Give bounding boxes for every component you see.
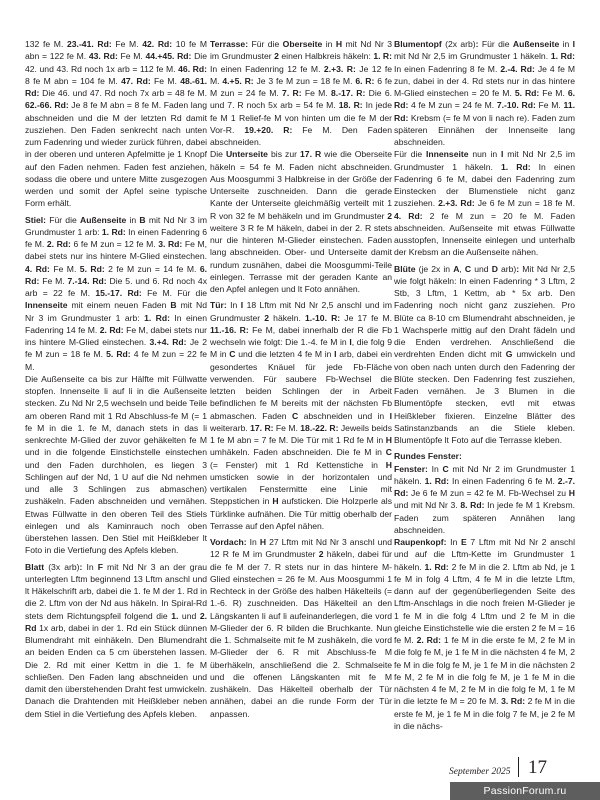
- text-column-left: [25, 38, 207, 720]
- paragraph: Die Unterseite bis zur 17. R wie die Oberseite häkeln = 54 fe M. Faden nicht abschneiden. Aus Moosgummi 3 Halbkreise in der Größe der Unterseite zuschneiden. Dann die gerade Kante der Unterseite gleichmäßig verteilt mit 1 R von 32 fe M behäkeln und im Grundmuster 2 weitere 3 R fe M häkeln, dabei in der 2. R stets nur die hinteren M-Glieder einstechen. Faden lang abschneiden. Ober- und Unterseite damit rundum zusnähen, dabei die Moosgummi-Teile einlegen. Terrasse mit der geraden Kante an den Apfel anlegen und lt Foto annähen.: [210, 149, 392, 294]
- paragraph: Stiel: Für die Außenseite in B mit Nd Nr 3 im Grundmuster 1 arb: 1. Rd: In einen Fadenring 6 fe M. 2. Rd: 6 fe M zun = 12 fe M. 3. Rd: Fe M, dabei stets nur ins hintere M-Glied einstechen. 4. Rd: Fe M. 5. Rd: 2 fe M zun = 14 fe M. 6. Rd: Fe M. 7.-14. Rd: Die 5. und 6. Rd noch 4x arb = 22 fe M. 15.-17. Rd: Fe M. Für die Innenseite mit einem neuen Faden B mit Nd Nr 3 im Grundmuster 1 arb: 1. Rd: In einen Fadenring 14 fe M. 2. Rd: Fe M, dabei stets nur ins hintere M-Glied einstechen. 3.+4. Rd: Je 2 fe M zun = 18 fe M. 5. Rd: 4 fe M zun = 22 fe M.: [25, 214, 208, 372]
- paragraph: Vordach: In H 27 Lftm mit Nd Nr 3 anschl und 12 R fe M im Grundmuster 2 häkeln, dabei für die fe M der 7. R stets nur in das hintere M-Glied einstechen = 26 fe M. Aus Moosgummi 1 Rechteck in der Größe des halben Häkelteils (= 1.-6. R) zuschneiden. Das Häkelteil an den Längskanten li auf li aufeinanderlegen, die vord M-Glieder der 6. R bilden die Bruchkante. Nun die 1. Schmalseite mit fe M zushäkeln, die vord M-Glieder der 6. R mit Abschluss-fe M überhäkeln, anschließend die 2. Schmalseite und die offenen Längskanten mit fe M zushäkeln. Das Häkelteil oberhalb der Tür annähen, dabei an die runde Form der Tür anpassen.: [210, 537, 392, 719]
- paragraph: Die Außenseite ca bis zur Hälfte mit Füllwatte stopfen. Innenseite li auf li in die Außenseite stecken. Zu Nd Nr 2,5 wechseln und beide Teile am oberen Rand mit 1 Rd Abschluss-fe M (= 1 fe M in die 1. fe M, danach stets in das li senkrechte M-Glied der zuvor gehäkelten fe M und in die folgende Einstichstelle einstechen und den Faden durchholen, es liegen 3 Schlingen auf der Nd, 1 U auf die Nd nehmen und alle 3 Schlingen zus abmaschen) zushäkeln. Faden abschneiden und vernähen. Etwas Füllwatte in den oberen Teil des Stiels einlegen und als Kaminrauch noch oben überstehen lassen. Den Stiel mit Heißkleber lt Foto in die Vertiefung des Apfels kleben.: [25, 373, 207, 556]
- paragraph: Blatt (3x arb): In F mit Nd Nr 3 an der grau unterlegten Lftm beginnend 13 Lftm anschl und lt Häkelschrift arb, dabei die 1. fe M der 1. Rd in die 2. Lftm von der Nd aus häkeln. In Spiral-Rd stets dem Richtungspfeil folgend die 1. und 2. Rd 1x arb, dabei in der 1. Rd ein Stück dünnen Blumendraht mit einhäkeln. Den Blumendraht an beiden Enden ca 5 cm überstehen lassen. Die 2. Rd mit einer Kettm in die 1. fe M schließen. Den Faden lang abschneiden und damit den überstehenden Draht fest umwickeln. Danach die Drahtenden mit Heißkleber neben dem Stiel in die Vertiefung des Apfels kleben.: [25, 561, 208, 719]
- text-column-middle: [210, 38, 392, 720]
- page-number: 17: [528, 757, 547, 778]
- paragraph: Blumentopf (2x arb): Für die Außenseite in I mit Nd Nr 2,5 im Grundmuster 1 häkeln. 1. Rd: In einen Fadenring 8 fe M. 2.-4. Rd: Je 4 fe M zun, dabei in der 4. Rd stets nur in das hintere M-Glied einstechen = 20 fe M. 5. Rd: Fe M. 6. Rd: 4 fe M zun = 24 fe M. 7.-10. Rd: Fe M. 11. Rd: Krebsm (= fe M von li nach re). Faden zum späteren Einnähen der Innenseite lang abschneiden.: [394, 39, 576, 147]
- paragraph: Fenster: In C mit Nd Nr 2 im Grundmuster 1 häkeln. 1. Rd: In einen Fadenring 6 fe M. 2.-7. Rd: Je 6 fe M zun = 42 fe M. Fb-Wechsel zu H und mit Nd Nr 3. 8. Rd: In jede fe M 1 Krebsm. Faden zum späteren Annähen lang abschneiden.: [394, 463, 576, 535]
- paragraph: Raupenkopf: In E 7 Lftm mit Nd Nr 2 anschl und auf die Lftm-Kette im Grundmuster 1 häkeln. 1. Rd: 2 fe M in die 2. Lftm ab Nd, je 1 fe M in folg 4 Lftm, 4 fe M in die letzte Lftm, dann auf der gegenüberliegenden Seite des Lftm-Anschlags in die noch freien M-Glieder je 1 fe M in die folg 4 Lftm und 2 fe M in die gleiche Einstichstelle wie die ersten 2 fe M = 16 fe M. 2. Rd: 1 fe M in die erste fe M, 2 fe M in die folg fe M, je 1 fe M in die nächsten 4 fe M, 2 fe M in die folg fe M, je 1 fe M in die nächsten 2 fe M, 2 fe M in die folg fe M, je 1 fe M in die nächsten 4 fe M, 2 fe M in die folg fe M, 1 fe M in die letzte fe M = 20 fe M. 3. Rd: 2 fe M in die erste fe M, je 1 fe M in die folg 7 fe M, je 2 fe M in die nächs-: [394, 537, 576, 731]
- text-column-right: [394, 38, 575, 732]
- paragraph: Terrasse: Für die Oberseite in H mit Nd Nr 3 im Grundmuster 2 einen Halbkreis häkeln: 1. R: In einen Fadenring 12 fe M. 2.+3. R: Je 12 fe M. 4.+5. R: Je 3 fe M zun = 18 fe M. 6. R: 6 fe M zun = 24 fe M. 7. R: Fe M. 8.-17. R: Die 6. und 7. R noch 5x arb = 54 fe M. 18. R: In jede fe M 1 Relief-fe M von hinten um die fe M der Vor-R. 19.+20. R: Fe M. Den Faden abschneiden.: [210, 39, 393, 147]
- section-heading: Rundes Fenster:: [394, 451, 462, 462]
- paragraph: Tür: In I 18 Lftm mit Nd Nr 2,5 anschl und im Grundmuster 2 häkeln. 1.-10. R: Je 17 fe M. 11.-16. R: Fe M, dabei innerhalb der R die Fb wechseln wie folgt: Die 1.-4. fe M in I, die folg 9 M in C und die letzten 4 fe M in I arb, dabei ein gesondertes Knäuel für jede Fb-Fläche verwenden. Für saubere Fb-Wechsel die letzten beiden Schlingen der in Arbeit befindlichen fe M bereits mit der nächsten Fb abmaschen. Faden C abschneiden und in I weiterarb. 17. R: Fe M. 18.-22. R: Jeweils beids 1 fe M abn = 7 fe M. Die Tür mit 1 Rd fe M in H umhäkeln. Faden abschneiden. Die fe M in C (= Fenster) mit 1 Rd Kettenstiche in H umsticken sowie in der horizontalen und vertikalen Fenstermitte eine Linie mit Steppstichen in H aufsticken. Die Holzperle als Türklinke aufnähen. Die Tür mittig oberhalb der Terrasse auf den Apfel nähen.: [210, 300, 393, 531]
- footer-issue-date: September 2025: [449, 767, 511, 777]
- paragraph: Für die Innenseite nun in I mit Nd Nr 2,5 im Grundmuster 1 häkeln. 1. Rd: In einen Fadenring 6 fe M, dabei den Fadenring zum Einstecken der Blumenstiele nicht ganz zusziehen. 2.+3. Rd: Je 6 fe M zun = 18 fe M. 4. Rd: 2 fe M zun = 20 fe M. Faden abschneiden. Außenseite mit etwas Füllwatte ausstopfen, Innenseite einlegen und unterhalb der Krebsm an die Außenseite nähen.: [394, 149, 575, 258]
- footer-divider: [518, 757, 519, 777]
- watermark: PassionForum.ru: [450, 782, 600, 800]
- paragraph: 132 fe M. 23.-41. Rd: Fe M. 42. Rd: 10 fe M abn = 122 fe M. 43. Rd: Fe M. 44.+45. Rd: Die 42. und 43. Rd noch 1x arb = 112 fe M. 46. Rd: 8 fe M abn = 104 fe M. 47. Rd: Fe M. 48.-61. Rd: Die 46. und 47. Rd noch 7x arb = 48 fe M. 62.-66. Rd: Je 8 fe M abn = 8 fe M. Faden lang abschneiden und die M der letzten Rd damit zusziehen. Den Faden senkrecht nach unten zum Fadenring und wieder zurück führen, dabei in der oberen und unteren Apfelmitte je 1 Knopf auf den Faden nehmen. Faden fest anziehen, sodass die obere und untere Mitte zusgezogen werden und somit der Apfel seine typische Form erhält.: [25, 39, 208, 209]
- paragraph: Blüte (je 2x in A, C und D arb): Mit Nd Nr 2,5 wie folgt häkeln: In einen Fadenring * 3 Lftm, 2 Stb, 3 Lftm, 1 Kettm, ab * 5x arb. Den Fadenring noch nicht ganz zusziehen. Pro Blüte ca 8-10 cm Blumendraht abschneiden, je 1 Wachsperle mittig auf den Draht fädeln und die Enden verdrehen. Anschließend die verdrehten Enden dicht mit G umwickeln und von oben nach unten durch den Fadenring der Blüte stecken. Den Fadenring fest zusziehen, Faden vernähen. Je 3 Blumen in die Blumentöpfe stecken, evtl mit etwas Heißkleber fixieren. Einzelne Blätter des Satinstanzbands an die Stiele kleben. Blumentöpfe lt Foto auf die Terrasse kleben.: [394, 263, 576, 445]
